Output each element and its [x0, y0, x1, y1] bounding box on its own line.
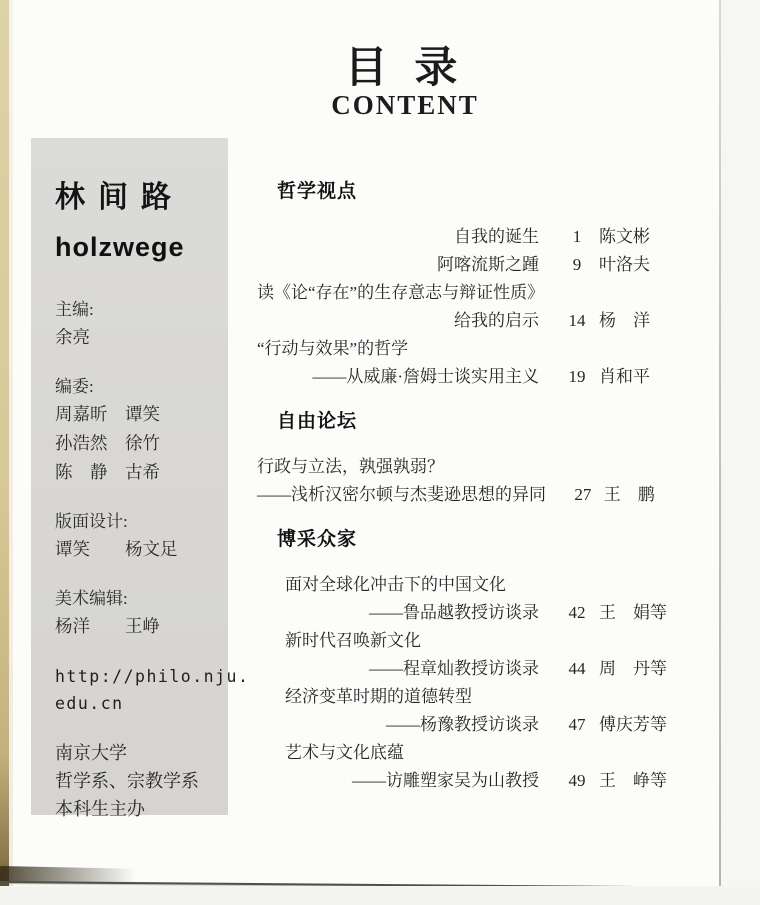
article-author: 肖和平	[599, 367, 650, 386]
website-url	[55, 663, 250, 717]
page-number: 19	[568, 367, 586, 386]
toc-section-free-forum: 自由论坛	[277, 411, 358, 432]
article-subtitle: ——杨豫教授访谈录	[386, 715, 539, 734]
article-title-lead: 面对全球化冲击下的中国文化	[285, 575, 506, 594]
article-title-lead: 新时代召唤新文化	[285, 631, 421, 650]
editorial-board-row: 周嘉昕 谭笑	[55, 404, 160, 424]
toc-entry	[257, 251, 693, 279]
organizer-departments: 哲学系、宗教学系	[55, 771, 199, 791]
page-number: 42	[568, 603, 586, 622]
article-title-lead: 读《论“存在”的生存意志与辩证性质》	[257, 283, 545, 302]
table-of-contents	[257, 176, 693, 795]
editorial-board-group	[55, 374, 228, 487]
toc-entry	[257, 223, 693, 251]
chief-editor-group	[55, 297, 228, 352]
chief-editor-label: 主编:	[55, 300, 94, 319]
page-title: 目 录	[344, 45, 466, 92]
article-subtitle: ——程章灿教授访谈录	[369, 659, 539, 678]
article-subtitle: ——浅析汉密尔顿与杰斐逊思想的异同	[257, 485, 546, 504]
article-subtitle: ——访雕塑家吴为山教授	[352, 771, 539, 790]
chief-editor-name: 余亮	[55, 327, 90, 347]
article-author: 王 鹏	[603, 485, 655, 504]
article-author: 杨 洋	[599, 311, 650, 330]
page-number: 44	[568, 659, 586, 678]
editorial-board-row: 孙浩然 徐竹	[55, 433, 160, 453]
editorial-board-row: 陈 静 古希	[55, 462, 160, 482]
article-title-lead: “行动与效果”的哲学	[257, 339, 409, 358]
art-editor-group	[55, 586, 228, 641]
page-fold-line	[719, 0, 721, 889]
page-number: 47	[568, 715, 586, 734]
article-author: 王 峥等	[599, 771, 667, 790]
page-number: 14	[568, 311, 586, 330]
art-editor-names: 杨洋 王峥	[55, 616, 160, 636]
toc-entry	[257, 711, 693, 739]
page-number: 27	[574, 485, 592, 504]
article-title-lead: 行政与立法，孰强孰弱？	[257, 457, 444, 476]
toc-entry	[257, 767, 693, 795]
toc-entry	[257, 363, 693, 391]
book-spine-edge	[0, 0, 9, 886]
page-right-margin	[721, 0, 760, 889]
journal-name-chinese: 林间路	[55, 181, 184, 214]
website-url-line1: http://philo.nju.	[55, 667, 250, 686]
article-title: 阿喀流斯之踵	[437, 255, 539, 274]
toc-entry	[257, 307, 693, 335]
page-number: 1	[572, 227, 582, 246]
organizer-university: 南京大学	[55, 743, 127, 763]
article-title-lead: 艺术与文化底蕴	[285, 743, 404, 762]
article-author: 叶洛夫	[599, 255, 650, 274]
page-number: 49	[568, 771, 586, 790]
editorial-board-label: 编委:	[55, 377, 94, 396]
organizer-block	[55, 739, 228, 823]
art-editor-label: 美术编辑:	[55, 589, 128, 608]
layout-design-group	[55, 509, 228, 564]
article-title: 给我的启示	[454, 311, 539, 330]
page-number: 9	[572, 255, 582, 274]
article-subtitle: ——从威廉·詹姆士谈实用主义	[312, 367, 539, 386]
layout-design-names: 谭笑 杨文足	[55, 539, 178, 559]
toc-section-collected-experts: 博采众家	[277, 529, 358, 550]
article-author: 傅庆芳等	[599, 715, 667, 734]
toc-section-philosophy-view: 哲学视点	[277, 181, 358, 202]
journal-name-german: holzwege	[55, 232, 185, 262]
article-title: 自我的诞生	[454, 227, 539, 246]
toc-entry	[257, 481, 693, 509]
spine-highlight	[9, 0, 13, 886]
layout-design-label: 版面设计:	[55, 512, 128, 531]
article-author: 周 丹等	[599, 659, 667, 678]
scanner-background	[0, 886, 760, 905]
organizer-undergraduate: 本科生主办	[55, 799, 145, 819]
masthead-panel	[31, 138, 250, 819]
article-author: 王 娟等	[599, 603, 667, 622]
article-author: 陈文彬	[599, 227, 650, 246]
article-title-lead: 经济变革时期的道德转型	[285, 687, 472, 706]
article-subtitle: ——鲁品越教授访谈录	[369, 603, 539, 622]
toc-entry	[257, 599, 693, 627]
website-url-line2: edu.cn	[55, 694, 124, 713]
page-title-english: CONTENT	[331, 90, 479, 120]
toc-entry	[257, 655, 693, 683]
